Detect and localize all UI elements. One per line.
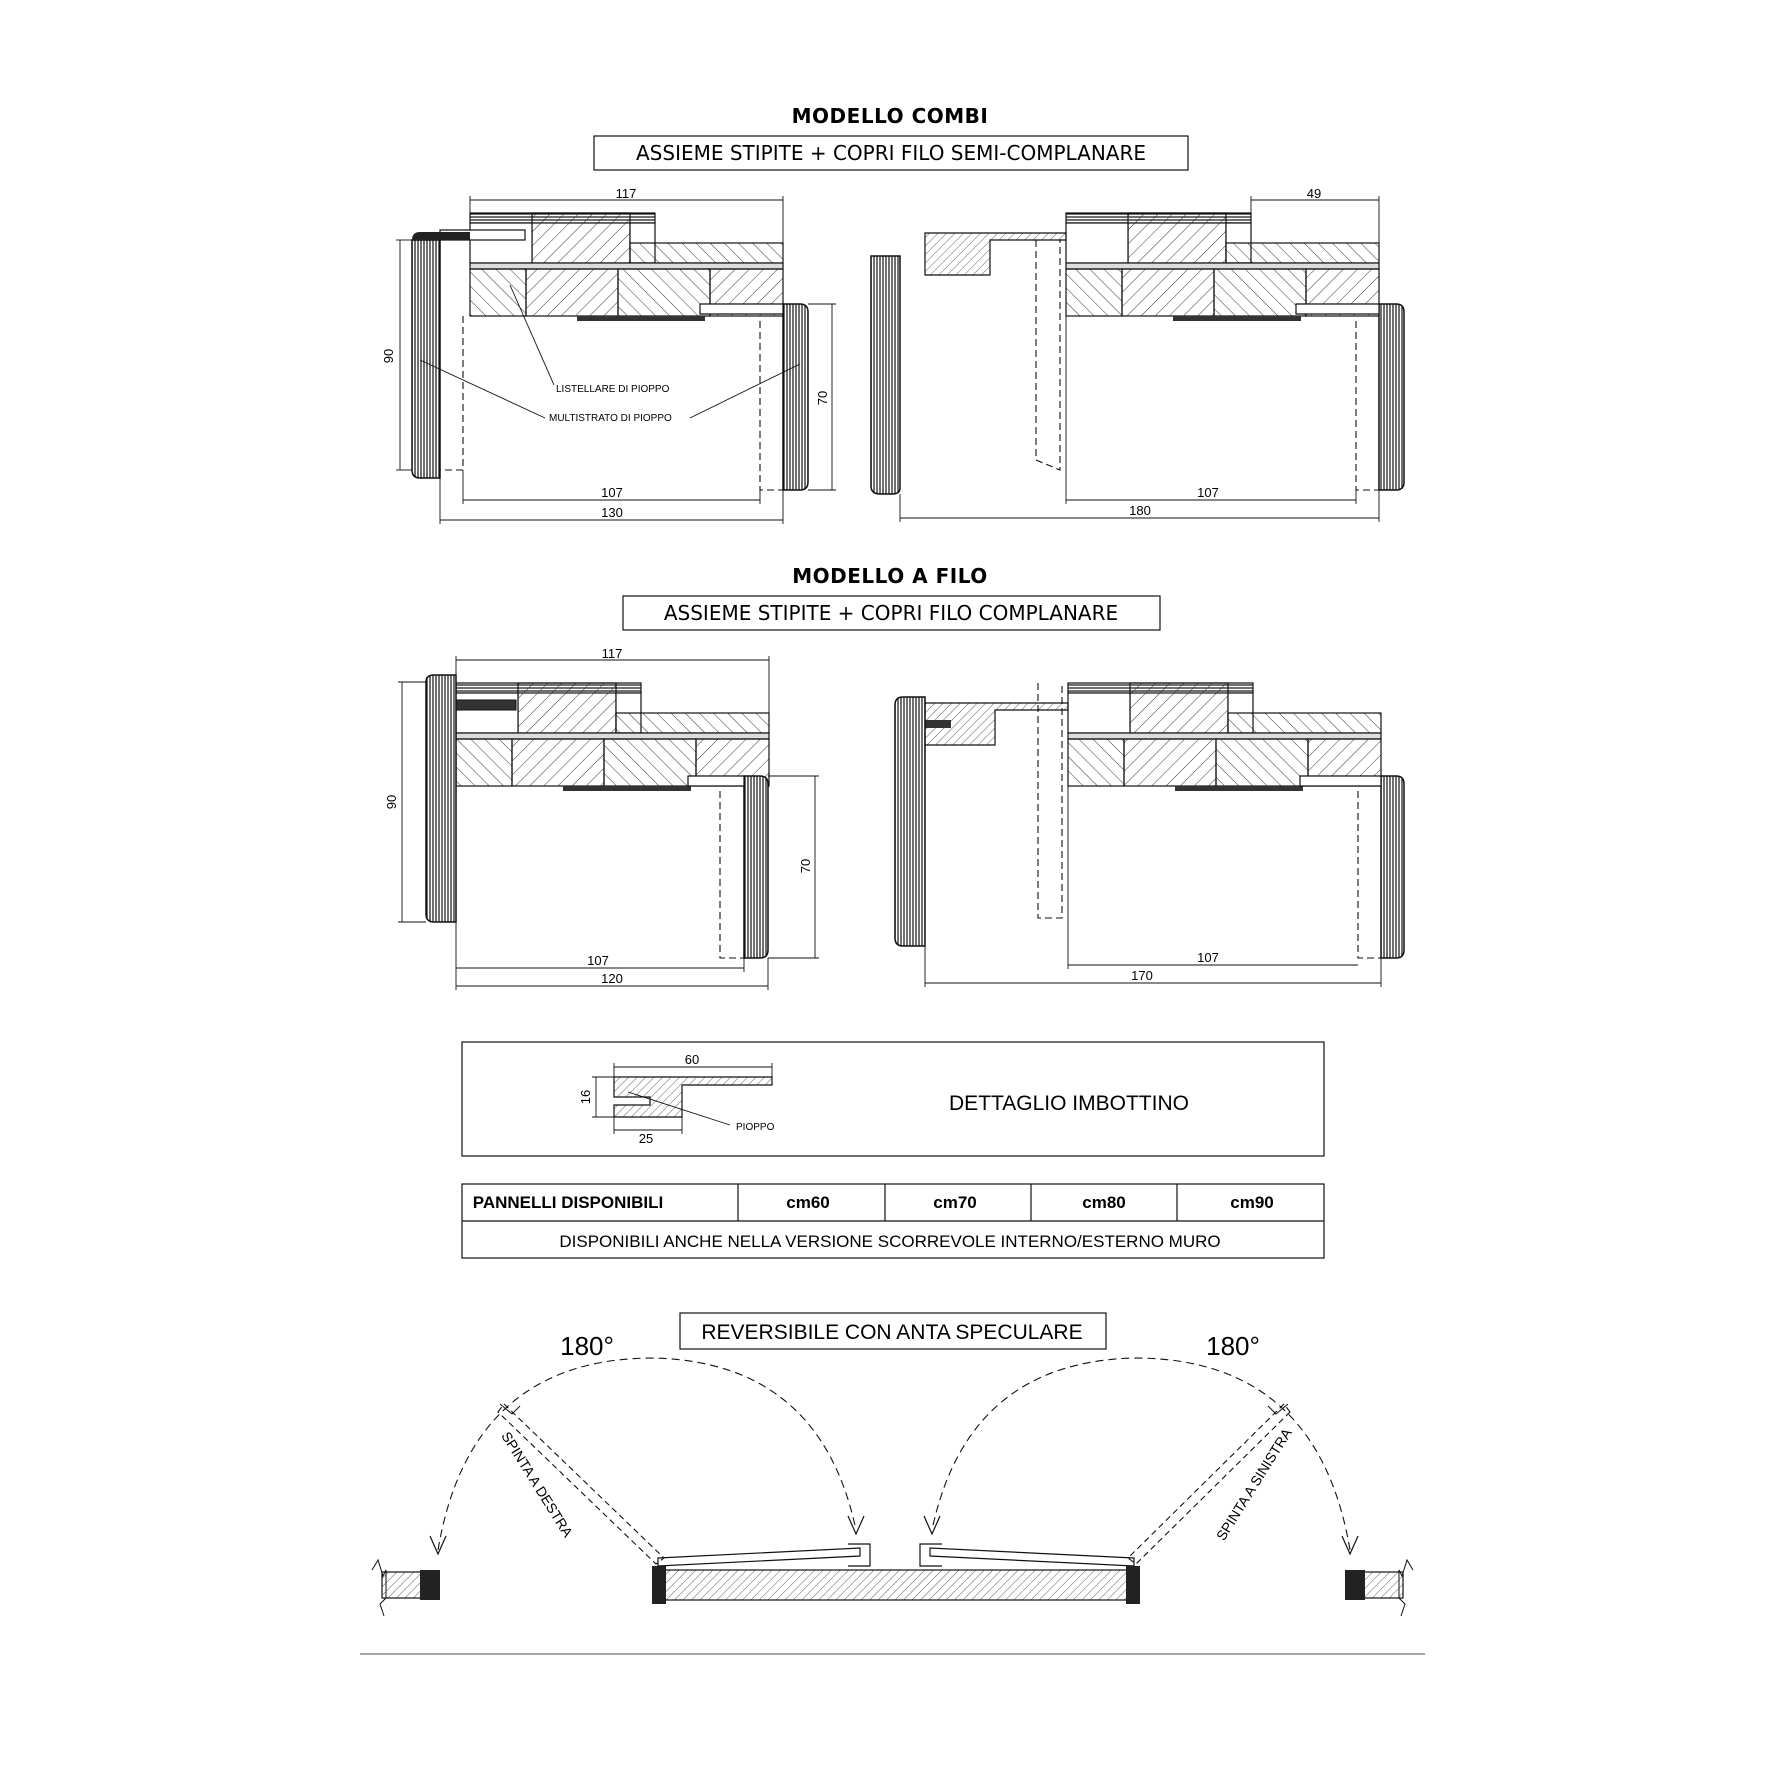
filo-left-dim-right: 70 <box>798 858 813 874</box>
label-multistrato: MULTISTRATO DI PIOPPO <box>549 413 672 424</box>
combi-left-dim-out: 130 <box>601 505 623 520</box>
swing-label-right: SPINTA A SINISTRA <box>1212 1425 1295 1544</box>
filo-title: MODELLO A FILO <box>792 564 988 588</box>
table-size-60: cm60 <box>786 1193 830 1212</box>
combi-left-dim-left: 90 <box>381 348 396 364</box>
table-note: DISPONIBILI ANCHE NELLA VERSIONE SCORREVOLE INTERNO/ESTERNO MURO <box>559 1232 1221 1251</box>
label-listellare: LISTELLARE DI PIOPPO <box>556 384 670 395</box>
swing-angle-right: 180° <box>1206 1331 1260 1361</box>
swing-title: REVERSIBILE CON ANTA SPECULARE <box>701 1321 1083 1344</box>
detail-dim-tongue: 25 <box>638 1131 654 1146</box>
filo-left-section <box>398 656 819 990</box>
combi-left-section <box>396 196 836 524</box>
filo-left-dim-out: 120 <box>601 971 623 986</box>
swing-drawing <box>360 1358 1425 1654</box>
detail-dim-width: 60 <box>684 1052 700 1067</box>
combi-right-dim-out: 180 <box>1129 503 1151 518</box>
filo-left-dim-in: 107 <box>587 953 609 968</box>
table-size-70: cm70 <box>933 1193 977 1212</box>
filo-right-dim-out: 170 <box>1131 968 1153 983</box>
swing-angle-left: 180° <box>560 1331 614 1361</box>
filo-left-dim-left: 90 <box>384 794 399 810</box>
combi-right-section <box>871 196 1404 522</box>
combi-left-dim-right: 70 <box>815 390 830 406</box>
combi-left-dim-in: 107 <box>601 485 623 500</box>
table-size-90: cm90 <box>1230 1193 1274 1212</box>
table-header: PANNELLI DISPONIBILI <box>472 1193 664 1212</box>
combi-right-dim-in: 107 <box>1197 485 1219 500</box>
combi-title: MODELLO COMBI <box>791 104 989 128</box>
detail-title: DETTAGLIO IMBOTTINO <box>949 1092 1189 1115</box>
swing-label-left: SPINTA A DESTRA <box>498 1428 577 1540</box>
filo-right-dim-in: 107 <box>1197 950 1219 965</box>
detail-label-pioppo: PIOPPO <box>736 1122 775 1133</box>
combi-right-dim-top: 49 <box>1306 186 1322 201</box>
filo-left-dim-top: 117 <box>601 646 623 661</box>
combi-subtitle: ASSIEME STIPITE + COPRI FILO SEMI-COMPLANARE <box>636 141 1146 165</box>
detail-dim-height: 16 <box>578 1089 593 1105</box>
filo-right-section <box>895 683 1404 987</box>
filo-subtitle: ASSIEME STIPITE + COPRI FILO COMPLANARE <box>663 601 1119 625</box>
table-size-80: cm80 <box>1082 1193 1126 1212</box>
combi-left-dim-top: 117 <box>615 186 637 201</box>
